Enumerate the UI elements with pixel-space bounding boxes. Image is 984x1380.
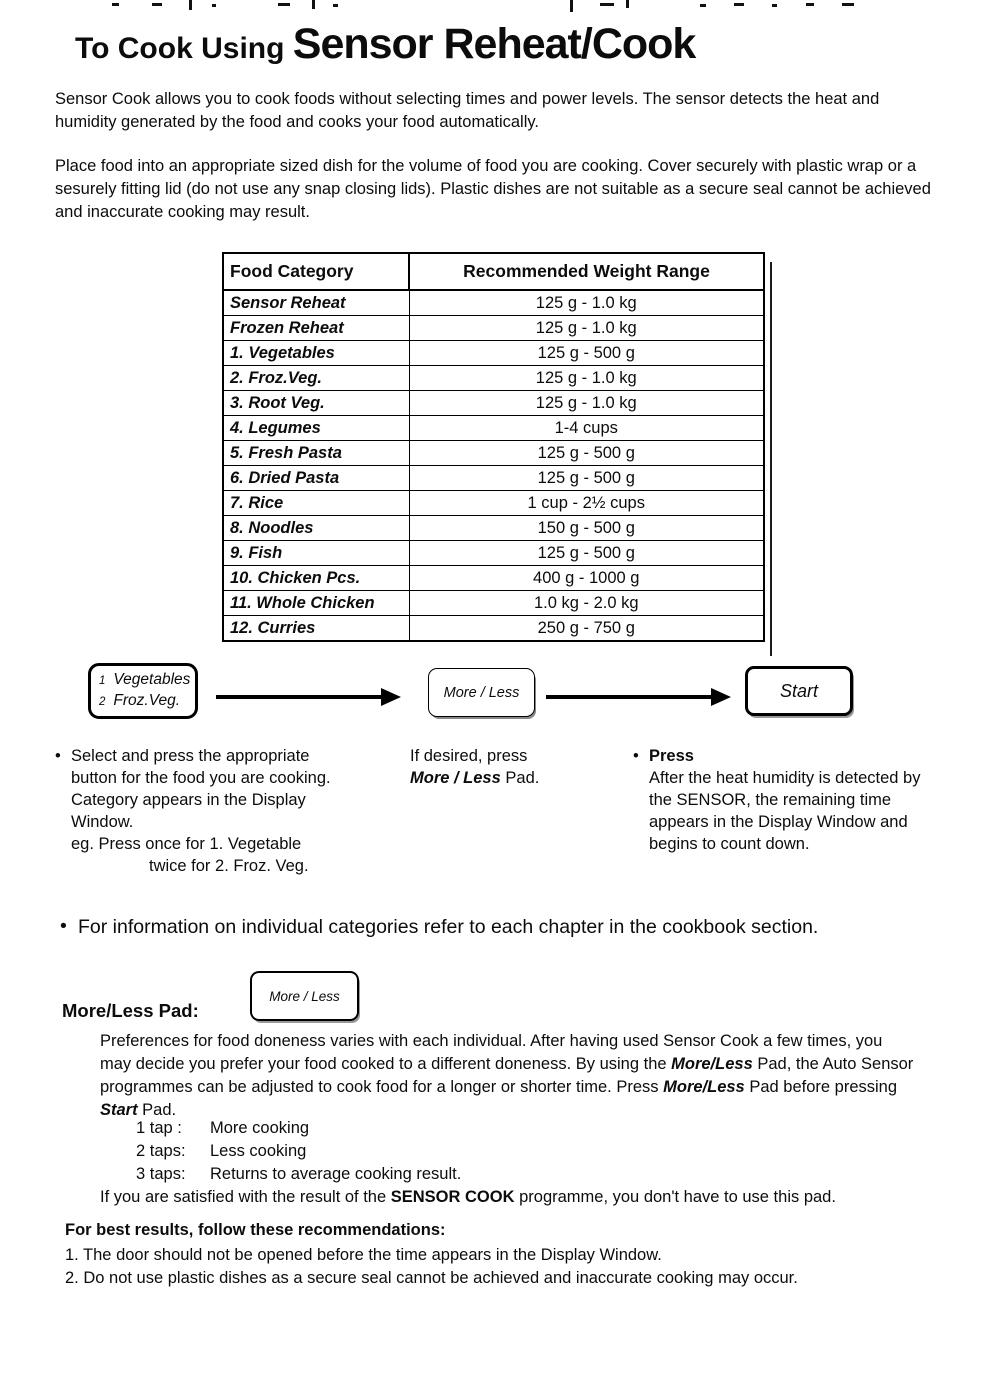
more-less-paragraph-segment: Preferences for food doneness varies with each individual. After having used Sensor Cook a few times, you may decide you prefer your food cooked to a different doneness. By using the — [100, 1032, 883, 1073]
category-pad-num-2: 2 — [99, 696, 106, 708]
category-pad-num-1: 1 — [99, 675, 106, 687]
intro-paragraph-2: Place food into an appropriate sized dish for the volume of food you are cooking. Cover securely with plastic wrap or a sesurely fitting lid (do not use any snap closing lids). Plastic dishes are not suitable as a secure seal cannot be achieved and inaccurate cooking may result. — [55, 157, 931, 221]
cell-weight: 1 cup - 2½ cups — [409, 491, 764, 516]
table-row — [223, 491, 764, 516]
cell-category: 10. Chicken Pcs. — [223, 566, 409, 591]
recommendation-item: 2. Do not use plastic dishes as a secure seal cannot be achieved and inaccurate cooking may occur. — [65, 1269, 798, 1287]
table-row — [223, 391, 764, 416]
cookbook-info-text: For information on individual categories refer to each chapter in the cookbook section. — [78, 916, 819, 938]
cell-category: Sensor Reheat — [223, 290, 409, 316]
tap-count-label: 3 taps: — [136, 1165, 186, 1183]
cell-weight: 125 g - 1.0 kg — [409, 290, 764, 316]
recommendations-heading: For best results, follow these recommendations: — [65, 1221, 446, 1239]
cell-category: 2. Froz.Veg. — [223, 366, 409, 391]
more-less-paragraph-segment: Pad. — [137, 1101, 177, 1119]
table-row — [223, 566, 764, 591]
cell-weight: 150 g - 500 g — [409, 516, 764, 541]
page-title-prefix: To Cook Using — [75, 32, 293, 65]
step-3-instructions — [633, 745, 935, 855]
table-row — [223, 541, 764, 566]
cell-weight: 1.0 kg - 2.0 kg — [409, 591, 764, 616]
cell-category: 4. Legumes — [223, 416, 409, 441]
col-header-weight-range: Recommended Weight Range — [409, 253, 764, 290]
bullet-icon: • — [633, 747, 639, 765]
cell-weight: 400 g - 1000 g — [409, 566, 764, 591]
table-header-row — [223, 253, 764, 290]
tap-description: Returns to average cooking result. — [210, 1165, 462, 1183]
step-2-suffix: Pad. — [500, 769, 540, 787]
more-less-pad-image-small — [250, 971, 359, 1021]
cell-category: 11. Whole Chicken — [223, 591, 409, 616]
table-row — [223, 316, 764, 341]
step-1-example-line-2: twice for 2. Froz. Veg. — [149, 857, 309, 875]
cookbook-info-bullet — [60, 912, 930, 942]
cell-weight: 125 g - 500 g — [409, 341, 764, 366]
table-row — [223, 290, 764, 316]
table-row — [223, 441, 764, 466]
cell-category: Frozen Reheat — [223, 316, 409, 341]
cell-weight: 125 g - 1.0 kg — [409, 316, 764, 341]
cell-category: 8. Noodles — [223, 516, 409, 541]
step-2-more-less-emphasis: More / Less — [410, 769, 501, 787]
step-1-example-line-1: eg. Press once for 1. Vegetable — [71, 835, 302, 853]
recommendation-item: 1. The door should not be opened before the time appears in the Display Window. — [65, 1246, 662, 1264]
category-pad-label-2: Froz.Veg. — [113, 692, 181, 709]
start-pad-label: Start — [779, 680, 818, 701]
step-3-body: After the heat humidity is detected by the SENSOR, the remaining time appears in the Display Window and begins to count down. — [649, 769, 921, 853]
more-less-paragraph-segment: Pad, the Auto Sensor programmes can be adjusted to cook food for a longer or shorter time. Press — [100, 1055, 914, 1096]
category-pad-image — [88, 663, 198, 719]
cell-weight: 125 g - 500 g — [409, 541, 764, 566]
cell-weight: 125 g - 500 g — [409, 441, 764, 466]
sensor-cook-emphasis: SENSOR COOK — [390, 1188, 515, 1206]
category-pad-label-1: Vegetables — [113, 671, 191, 688]
cell-category: 6. Dried Pasta — [223, 466, 409, 491]
tap-description: More cooking — [210, 1119, 310, 1137]
cell-category: 12. Curries — [223, 616, 409, 642]
bullet-icon: • — [55, 747, 61, 765]
step-1-instructions — [55, 745, 355, 877]
tap-row — [136, 1117, 461, 1140]
cell-category: 9. Fish — [223, 541, 409, 566]
col-header-food-category: Food Category — [223, 253, 409, 290]
table-row — [223, 366, 764, 391]
start-pad-image — [745, 666, 853, 716]
more-less-emphasis: More/Less — [671, 1055, 753, 1073]
step-2-instructions — [410, 745, 620, 789]
intro-paragraph-1: Sensor Cook allows you to cook foods without selecting times and power levels. The sensor detects the heat and humidity generated by the food and cooks your food automatically. — [55, 90, 880, 131]
satisfied-note-segment: programme, you don't have to use this pad. — [514, 1188, 836, 1206]
cell-category: 3. Root Veg. — [223, 391, 409, 416]
table-row — [223, 516, 764, 541]
start-emphasis: Start — [100, 1101, 138, 1119]
table-row — [223, 416, 764, 441]
cell-weight: 1-4 cups — [409, 416, 764, 441]
cell-category: 5. Fresh Pasta — [223, 441, 409, 466]
step-1-text: Select and press the appropriate button for the food you are cooking. Category appears in the Display Window. — [71, 747, 331, 831]
more-less-pad-image — [428, 668, 535, 717]
step-3-heading: Press — [649, 747, 694, 765]
cell-weight: 125 g - 500 g — [409, 466, 764, 491]
more-less-paragraph — [100, 1030, 915, 1122]
tap-count-label: 2 taps: — [136, 1142, 186, 1160]
cell-category: 7. Rice — [223, 491, 409, 516]
step-2-line-1: If desired, press — [410, 747, 528, 765]
more-less-pad-section-heading: More/Less Pad: — [62, 1000, 199, 1021]
table-row — [223, 616, 764, 642]
tap-instructions-list — [136, 1117, 461, 1186]
more-less-emphasis: More/Less — [663, 1078, 745, 1096]
more-less-pad-label: More / Less — [443, 684, 520, 701]
cell-weight: 250 g - 750 g — [409, 616, 764, 642]
bullet-icon: • — [60, 915, 67, 937]
table-row — [223, 466, 764, 491]
table-row — [223, 341, 764, 366]
cell-weight: 125 g - 1.0 kg — [409, 366, 764, 391]
satisfied-note — [100, 1186, 940, 1209]
satisfied-note-segment: If you are satisfied with the result of the — [100, 1188, 391, 1206]
table-row — [223, 591, 764, 616]
tap-description: Less cooking — [210, 1142, 307, 1160]
cell-category: 1. Vegetables — [223, 341, 409, 366]
more-less-paragraph-segment: Pad before pressing — [744, 1078, 898, 1096]
page-title-main: Sensor Reheat/Cook — [292, 20, 696, 68]
cell-weight: 125 g - 1.0 kg — [409, 391, 764, 416]
flow-arrow-1 — [216, 695, 382, 699]
food-category-table — [222, 252, 765, 642]
more-less-pad-small-label: More / Less — [269, 988, 340, 1004]
tap-count-label: 1 tap : — [136, 1119, 182, 1137]
tap-row — [136, 1140, 461, 1163]
page-title — [75, 20, 695, 69]
flow-arrow-2 — [546, 695, 712, 699]
tap-row — [136, 1163, 461, 1186]
